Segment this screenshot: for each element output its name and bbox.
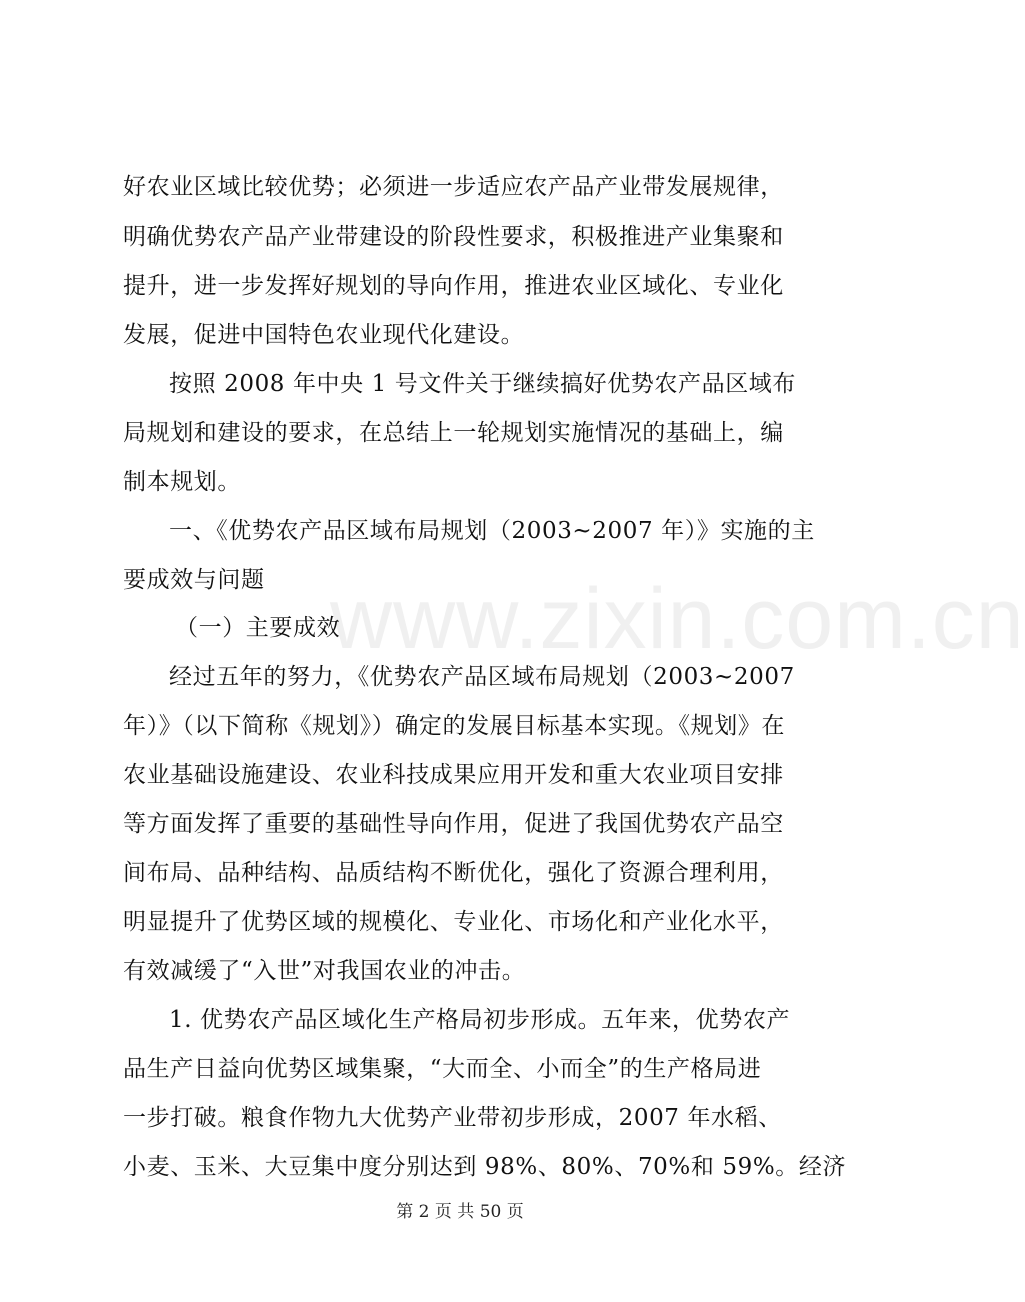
text-line: 提升，进一步发挥好规划的导向作用，推进农业区域化、专业化	[123, 273, 784, 299]
text-line: 经过五年的努力，《优势农产品区域布局规划（2003~2007	[169, 664, 795, 690]
section-heading: 一、《优势农产品区域布局规划（2003~2007 年）》实施的主	[169, 518, 815, 544]
text-line: 等方面发挥了重要的基础性导向作用，促进了我国优势农产品空	[123, 811, 784, 837]
text-line: 明确优势农产品产业带建设的阶段性要求，积极推进产业集聚和	[123, 224, 784, 250]
text-line: 农业基础设施建设、农业科技成果应用开发和重大农业项目安排	[123, 762, 784, 788]
text-line: 小麦、玉米、大豆集中度分别达到 98%、80%、70%和 59%。经济	[123, 1154, 847, 1180]
text-line: 年）》（以下简称《规划》）确定的发展目标基本实现。《规划》在	[123, 713, 785, 739]
text-line: 间布局、品种结构、品质结构不断优化，强化了资源合理利用，	[123, 860, 784, 886]
watermark: www.zixin.com.cn	[330, 571, 1025, 667]
text-line: 1. 优势农产品区域化生产格局初步形成。五年来，优势农产	[169, 1007, 791, 1033]
text-line: 按照 2008 年中央 1 号文件关于继续搞好优势农产品区域布	[169, 371, 797, 397]
text-line: 明显提升了优势区域的规模化、专业化、市场化和产业化水平，	[123, 909, 784, 935]
text-line: 发展，促进中国特色农业现代化建设。	[123, 322, 525, 348]
text-line: 有效减缓了“入世”对我国农业的冲击。	[123, 958, 526, 984]
text-line: 品生产日益向优势区域集聚，“大而全、小而全”的生产格局进	[123, 1056, 762, 1082]
subsection-heading: （一）主要成效	[175, 615, 341, 641]
text-line: 制本规划。	[123, 469, 241, 495]
text-line: 局规划和建设的要求，在总结上一轮规划实施情况的基础上，编	[123, 420, 784, 446]
page-footer: 第 2 页 共 50 页	[396, 1202, 524, 1222]
text-line: 一步打破。粮食作物九大优势产业带初步形成，2007 年水稻、	[123, 1105, 782, 1131]
text-line: 好农业区域比较优势；必须进一步适应农产品产业带发展规律，	[123, 174, 784, 200]
section-heading-continued: 要成效与问题	[123, 567, 265, 593]
